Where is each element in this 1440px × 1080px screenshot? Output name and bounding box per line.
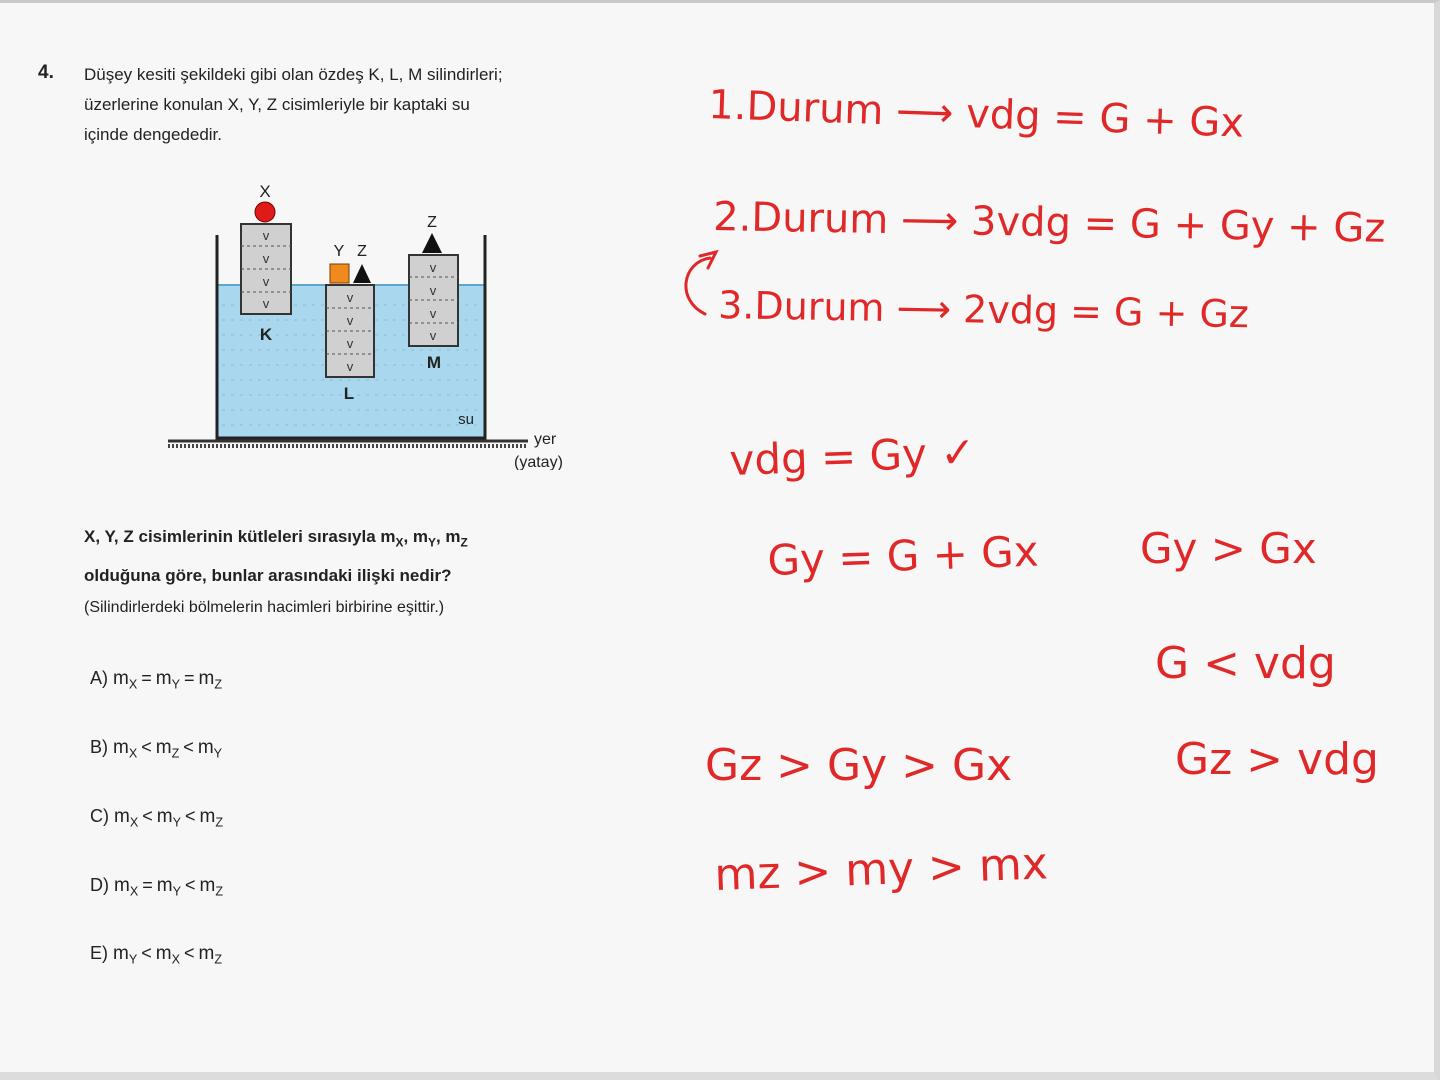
mass-subscript: X <box>128 677 138 692</box>
label-l: L <box>343 384 355 403</box>
option-label: C) <box>90 806 109 826</box>
mass-subscript: Y <box>213 746 223 761</box>
option-label: A) <box>90 668 108 688</box>
relation-operator: < <box>185 875 196 895</box>
cylinder-mark: v <box>346 336 354 351</box>
relation-operator: < <box>185 806 196 826</box>
hw-line-7a: Gz > Gy > Gx <box>705 740 1013 791</box>
mass-symbol: m <box>198 668 215 689</box>
mass-symbol: m <box>199 875 216 896</box>
cylinder-mark: v <box>262 251 270 266</box>
label-yer: yer <box>534 431 557 448</box>
relation-operator: = <box>184 668 195 688</box>
cylinder-mark: v <box>429 283 437 298</box>
mass-symbol: m <box>114 806 130 827</box>
relation-operator: < <box>141 943 152 963</box>
prompt-note: (Silindirlerdeki bölmelerin hacimleri birbirine eşittir.) <box>84 599 445 617</box>
hw-line-3: 3.Durum ⟶ 2vdg = G + Gz <box>717 283 1250 337</box>
label-y: Y <box>333 243 345 260</box>
relation-operator: = <box>142 875 153 895</box>
option-label: B) <box>90 737 108 757</box>
mass-symbol: m <box>156 875 173 896</box>
mass-symbol: m <box>155 668 172 689</box>
mass-subscript: X <box>129 884 139 899</box>
mass-subscript: Y <box>172 815 181 830</box>
mass-subscript: Z <box>215 884 224 899</box>
mass-symbol: m <box>113 943 129 964</box>
hw-line-5a: Gy = G + Gx <box>766 526 1040 585</box>
cylinder-mark: v <box>346 290 354 305</box>
label-k: K <box>259 325 273 344</box>
mass-symbol: m <box>199 806 216 827</box>
prompt-line-2: olduğuna göre, bunlar arasındaki ilişki nedir? <box>84 566 452 586</box>
cylinder-mark: v <box>262 228 270 243</box>
relation-operator: < <box>183 737 194 757</box>
mass-subscript: Y <box>172 884 181 899</box>
mass-subscript: X <box>128 746 138 761</box>
label-z-mid: Z <box>357 243 367 260</box>
hw-line-8: mz > my > mx <box>713 838 1049 901</box>
relation-operator: < <box>141 737 152 757</box>
cylinder-mark: v <box>262 274 270 289</box>
mass-subscript: Z <box>215 815 224 830</box>
hw-line-2: 2.Durum ⟶ 3vdg = G + Gy + Gz <box>712 194 1386 252</box>
mass-subscript: Z <box>214 952 223 967</box>
cylinder-mark: v <box>262 296 270 311</box>
relation-operator: < <box>184 943 195 963</box>
mass-symbol: m <box>198 943 215 964</box>
mass-subscript: Y <box>171 677 180 692</box>
mass-subscript: Z <box>214 677 223 692</box>
mass-subscript: X <box>171 952 180 967</box>
label-yatay: (yatay) <box>514 454 563 470</box>
hw-line-5b: Gy > Gx <box>1140 524 1317 573</box>
question-line: içinde dengededir. <box>84 125 223 144</box>
label-x: X <box>259 182 271 201</box>
hw-bracket-arrow <box>686 252 716 314</box>
cylinder-mark: v <box>346 359 354 374</box>
mass-subscript: Z <box>171 746 180 761</box>
mass-symbol: m <box>114 875 130 896</box>
hw-line-7b: Gz > vdg <box>1175 734 1379 785</box>
prompt-line-1: X, Y, Z cisimlerinin kütleleri sırasıyla $m_X$, $m_Y$, $m_Z$ <box>84 527 468 550</box>
cylinder-mark: v <box>429 260 437 275</box>
mass-subscript: X <box>129 815 139 830</box>
mass-symbol: m <box>197 737 214 758</box>
label-su: su <box>458 411 474 428</box>
relation-operator: < <box>142 806 153 826</box>
mass-symbol: m <box>155 737 172 758</box>
question-number: 4. <box>38 62 54 83</box>
label-z-top: Z <box>427 214 437 231</box>
option-label: D) <box>90 875 109 895</box>
cylinder-mark: v <box>429 306 437 321</box>
hw-line-4: vdg = Gy ✓ <box>728 427 977 485</box>
question-line: Düşey kesiti şekildeki gibi olan özdeş K, L, M silindirleri; <box>84 65 503 84</box>
mass-symbol: m <box>155 943 172 964</box>
cylinder-mark: v <box>429 328 437 343</box>
option-label: E) <box>90 943 108 963</box>
relation-operator: = <box>141 668 152 688</box>
mass-symbol: m <box>113 737 129 758</box>
mass-symbol: m <box>113 668 129 689</box>
hw-line-6: G < vdg <box>1155 638 1336 689</box>
mass-subscript: Y <box>128 952 138 967</box>
hw-line-1: 1.Durum ⟶ vdg = G + Gx <box>707 82 1245 147</box>
cylinder-mark: v <box>346 313 354 328</box>
question-line: üzerlerine konulan X, Y, Z cisimleriyle bir kaptaki su <box>84 95 470 114</box>
label-m: M <box>426 353 442 372</box>
mass-symbol: m <box>156 806 173 827</box>
